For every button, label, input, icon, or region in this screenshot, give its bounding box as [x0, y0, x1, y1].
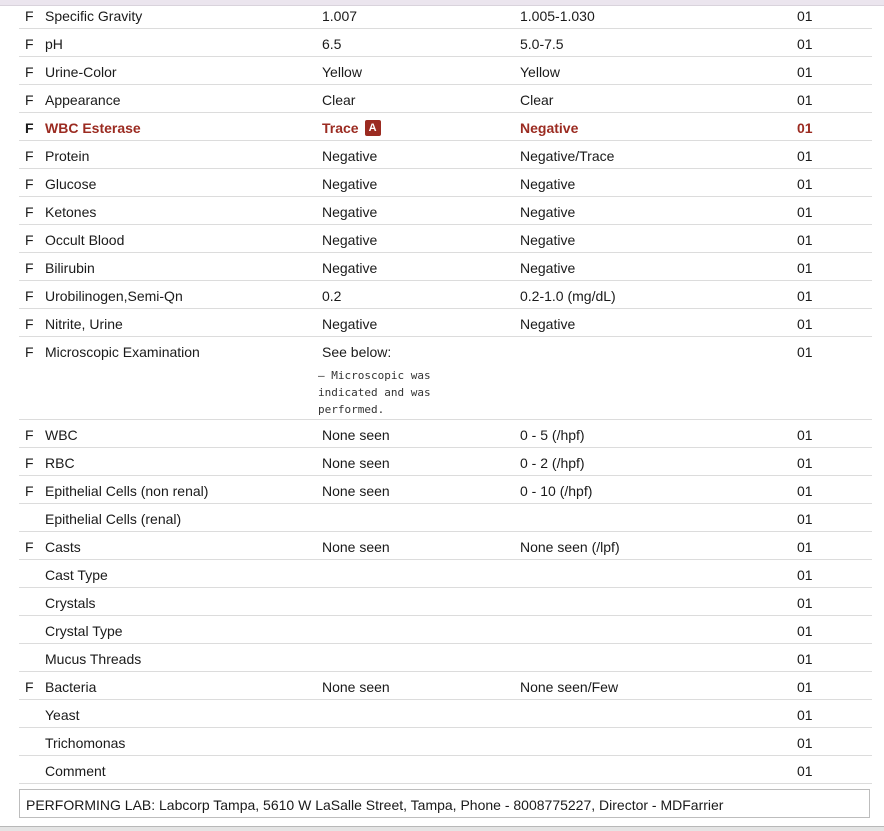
test-name: Casts — [45, 539, 81, 555]
reference-range: Negative — [520, 120, 579, 136]
result-value-cell — [322, 176, 377, 192]
lab-code: 01 — [797, 595, 813, 611]
lab-code: 01 — [797, 344, 813, 360]
result-value-cell — [322, 483, 390, 499]
test-name: WBC — [45, 427, 78, 443]
test-name: Urobilinogen,Semi-Qn — [45, 288, 183, 304]
result-value-cell — [322, 539, 390, 555]
result-row — [19, 57, 872, 85]
result-value: None seen — [322, 455, 390, 471]
test-name: Specific Gravity — [45, 8, 143, 24]
result-row — [19, 420, 872, 448]
result-flag: F — [25, 36, 34, 52]
test-name: Protein — [45, 148, 90, 164]
test-name: Yeast — [45, 707, 80, 723]
result-row — [19, 197, 872, 225]
result-row — [19, 225, 872, 253]
lab-code: 01 — [797, 707, 813, 723]
result-value-cell — [322, 316, 377, 332]
result-value-cell — [322, 232, 377, 248]
result-row — [19, 169, 872, 197]
lab-code: 01 — [797, 427, 813, 443]
result-flag: F — [25, 232, 34, 248]
result-flag: F — [25, 288, 34, 304]
test-name: Mucus Threads — [45, 651, 142, 667]
test-name: Epithelial Cells (renal) — [45, 511, 182, 527]
lab-code: 01 — [797, 763, 813, 779]
test-name: Nitrite, Urine — [45, 316, 123, 332]
result-value-cell — [322, 8, 357, 24]
result-row — [19, 309, 872, 337]
result-row — [19, 532, 872, 560]
test-name: Bacteria — [45, 679, 97, 695]
lab-code: 01 — [797, 92, 813, 108]
reference-range: Clear — [520, 92, 554, 108]
lab-code: 01 — [797, 483, 813, 499]
result-flag: F — [25, 427, 34, 443]
lab-code: 01 — [797, 260, 813, 276]
result-value: None seen — [322, 539, 390, 555]
reference-range: Negative — [520, 316, 576, 332]
reference-range: Yellow — [520, 64, 560, 80]
lab-code: 01 — [797, 148, 813, 164]
result-value: Negative — [322, 316, 378, 332]
reference-range: Negative/Trace — [520, 148, 615, 164]
result-flag: F — [25, 120, 34, 136]
test-name: Trichomonas — [45, 735, 126, 751]
result-value-cell — [322, 288, 341, 304]
lab-code: 01 — [797, 8, 813, 24]
lab-code: 01 — [797, 455, 813, 471]
result-row — [19, 504, 872, 532]
result-flag: F — [25, 8, 34, 24]
result-flag: F — [25, 539, 34, 555]
result-row — [19, 700, 872, 728]
test-name: Crystals — [45, 595, 96, 611]
result-value: 6.5 — [322, 36, 342, 52]
result-row — [19, 616, 872, 644]
lab-code: 01 — [797, 120, 813, 136]
result-value-cell — [322, 36, 341, 52]
result-value: Yellow — [322, 64, 362, 80]
result-flag: F — [25, 176, 34, 192]
reference-range: 0.2-1.0 (mg/dL) — [520, 288, 616, 304]
lab-code: 01 — [797, 567, 813, 583]
test-name: Microscopic Examination — [45, 344, 200, 360]
result-value-cell — [322, 120, 381, 136]
lab-code: 01 — [797, 204, 813, 220]
test-name: Bilirubin — [45, 260, 95, 276]
lab-code: 01 — [797, 679, 813, 695]
result-row — [19, 756, 872, 784]
result-row — [19, 448, 872, 476]
lab-code: 01 — [797, 511, 813, 527]
lab-code: 01 — [797, 316, 813, 332]
performing-lab-text: PERFORMING LAB: Labcorp Tampa, 5610 W LaSalle Street, Tampa, Phone - 8008775227, Director - MDFarrier — [26, 797, 724, 813]
result-value: 0.2 — [322, 288, 342, 304]
result-value: Trace — [322, 120, 359, 136]
reference-range: 0 - 5 (/hpf) — [520, 427, 585, 443]
test-name: Epithelial Cells (non renal) — [45, 483, 209, 499]
result-row — [19, 113, 872, 141]
result-value: Negative — [322, 232, 378, 248]
test-name: WBC Esterase — [45, 120, 141, 136]
result-value-cell — [322, 92, 355, 108]
performing-lab-box — [19, 789, 870, 818]
test-name: RBC — [45, 455, 75, 471]
lab-code: 01 — [797, 64, 813, 80]
result-value: Negative — [322, 260, 378, 276]
reference-range: None seen (/lpf) — [520, 539, 620, 555]
result-row — [19, 588, 872, 616]
result-value: Negative — [322, 148, 378, 164]
reference-range: None seen/Few — [520, 679, 619, 695]
result-value-cell — [322, 344, 391, 360]
result-value: Negative — [322, 176, 378, 192]
reference-range: 0 - 10 (/hpf) — [520, 483, 593, 499]
lab-code: 01 — [797, 36, 813, 52]
reference-range: 5.0-7.5 — [520, 36, 564, 52]
test-name: Comment — [45, 763, 106, 779]
bottom-strip — [0, 826, 884, 831]
reference-range: Negative — [520, 176, 576, 192]
result-value-cell — [322, 204, 377, 220]
result-value-cell — [322, 427, 390, 443]
result-flag: F — [25, 260, 34, 276]
result-flag: F — [25, 679, 34, 695]
result-value-cell — [322, 455, 390, 471]
result-row — [19, 644, 872, 672]
lab-code: 01 — [797, 288, 813, 304]
result-flag: F — [25, 455, 34, 471]
result-value: Negative — [322, 204, 378, 220]
test-name: Cast Type — [45, 567, 108, 583]
result-row — [19, 337, 872, 420]
reference-range: Negative — [520, 204, 576, 220]
result-value: 1.007 — [322, 8, 358, 24]
result-value: None seen — [322, 427, 390, 443]
result-row — [19, 476, 872, 504]
result-row — [19, 672, 872, 700]
abnormal-flag-badge: A — [365, 120, 381, 136]
result-note: – Microscopic was indicated and was performed. — [318, 369, 431, 416]
test-name: Ketones — [45, 204, 97, 220]
result-row — [19, 253, 872, 281]
test-name: Appearance — [45, 92, 121, 108]
lab-code: 01 — [797, 735, 813, 751]
reference-range: Negative — [520, 232, 576, 248]
test-name: Urine-Color — [45, 64, 117, 80]
result-value-cell — [322, 64, 362, 80]
result-flag: F — [25, 64, 34, 80]
result-flag: F — [25, 148, 34, 164]
lab-code: 01 — [797, 176, 813, 192]
test-name: pH — [45, 36, 63, 52]
result-row — [19, 141, 872, 169]
lab-code: 01 — [797, 539, 813, 555]
result-flag: F — [25, 92, 34, 108]
reference-range: 1.005-1.030 — [520, 8, 595, 24]
result-value-cell — [322, 679, 390, 695]
result-value: None seen — [322, 679, 390, 695]
lab-code: 01 — [797, 232, 813, 248]
result-flag: F — [25, 204, 34, 220]
result-row — [19, 560, 872, 588]
result-row — [19, 29, 872, 57]
lab-code: 01 — [797, 623, 813, 639]
test-name: Glucose — [45, 176, 97, 192]
result-value-cell — [322, 148, 377, 164]
result-value: See below: — [322, 344, 392, 360]
result-row — [19, 1, 872, 29]
result-value: Clear — [322, 92, 356, 108]
test-name: Occult Blood — [45, 232, 125, 248]
result-row — [19, 281, 872, 309]
result-value: None seen — [322, 483, 390, 499]
reference-range: Negative — [520, 260, 576, 276]
test-name: Crystal Type — [45, 623, 123, 639]
result-flag: F — [25, 344, 34, 360]
result-flag: F — [25, 316, 34, 332]
result-row — [19, 85, 872, 113]
lab-code: 01 — [797, 651, 813, 667]
reference-range: 0 - 2 (/hpf) — [520, 455, 585, 471]
result-value-cell — [322, 260, 377, 276]
result-row — [19, 728, 872, 756]
urinalysis-results-table — [19, 1, 872, 784]
result-flag: F — [25, 483, 34, 499]
